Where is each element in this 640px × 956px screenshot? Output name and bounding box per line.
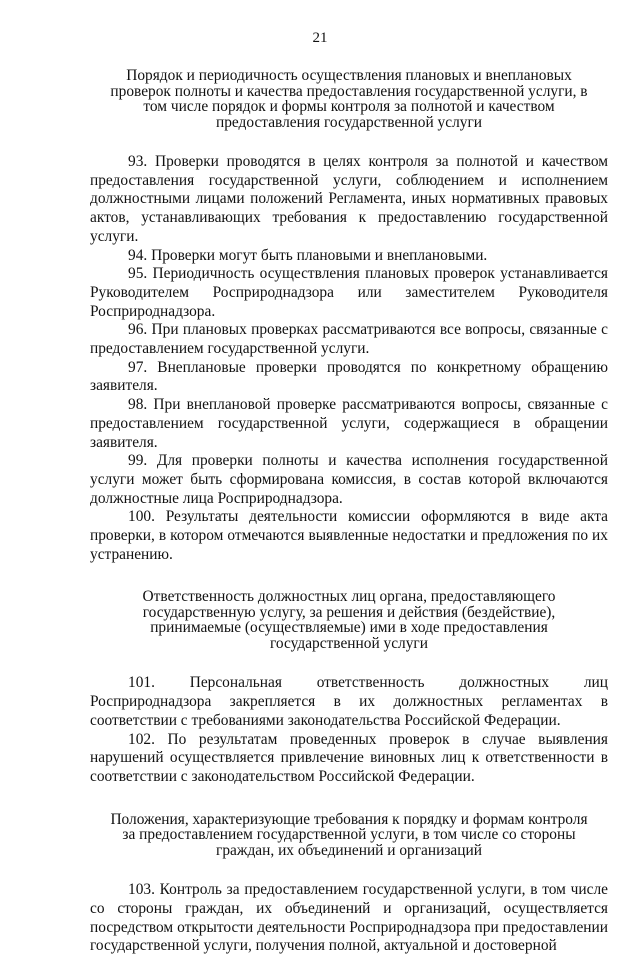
document-body [90,68,608,956]
paragraph-101: 101. Персональная ответственность должностных лиц Росприроднадзора закрепляется в их должностных регламентах в соответствии с требованиями законодательства Российской Федерации. [90,674,608,729]
page-number: 21 [312,30,328,46]
section-heading: Порядок и периодичность осуществления плановых и внеплановых проверок полноты и качества предоставления государственной услуги, в том числе порядок и формы контроля за полнотой и качеством предоставления государственной услуги [110,67,588,131]
paragraph-102: 102. По результатам проведенных проверок в случае выявления нарушений осуществляется привлечение виновных лиц к ответственности в соответствии с законодательством Российской Федерации. [90,730,608,785]
paragraph-94: 94. Проверки могут быть плановыми и внеплановыми. [128,246,488,264]
paragraph-93: 93. Проверки проводятся в целях контроля за полнотой и качеством предоставления государственной услуги, соблюдением и исполнением должностными лицами положений Регламента, иных нормативных правовых актов, устанавливающих требования к предоставлению государственной услуги. [90,153,608,245]
paragraph-103: 103. Контроль за предоставлением государственной услуги, в том числе со стороны граждан, их объединений и организаций, осуществляется посредством открытости деятельности Росприроднадзора при предоставлении государственной услуги, получения полной, актуальной и достоверной [90,881,608,955]
paragraph-100: 100. Результаты деятельности комиссии оформляются в виде акта проверки, в котором отмечаются выявленные недостатки и предложения по их устранению. [90,508,608,563]
paragraph-99: 99. Для проверки полноты и качества исполнения государственной услуги может быть сформирована комиссия, в состав которой включаются должностные лица Росприроднадзора. [90,452,608,507]
paragraph-96: 96. При плановых проверках рассматриваются все вопросы, связанные с предоставлением государственной услуги. [90,321,608,358]
section-heading: Положения, характеризующие требования к порядку и формам контроля за предоставлением государственной услуги, в том числе со стороны граждан, их объединений и организаций [110,810,588,859]
paragraph-95: 95. Периодичность осуществления плановых проверок устанавливается Руководителем Росприроднадзора или заместителем Руководителя Росприроднадзора. [90,265,608,320]
paragraph-98: 98. При внеплановой проверке рассматриваются вопросы, связанные с предоставлением государственной услуги, содержащиеся в обращении заявителя. [90,396,608,451]
section-heading: Ответственность должностных лиц органа, предоставляющего государственную услугу, за решения и действия (бездействие), принимаемые (осуществляемые) ими в ходе предоставления государственной услуги [142,588,556,652]
paragraph-97: 97. Внеплановые проверки проводятся по конкретному обращению заявителя. [90,358,608,395]
